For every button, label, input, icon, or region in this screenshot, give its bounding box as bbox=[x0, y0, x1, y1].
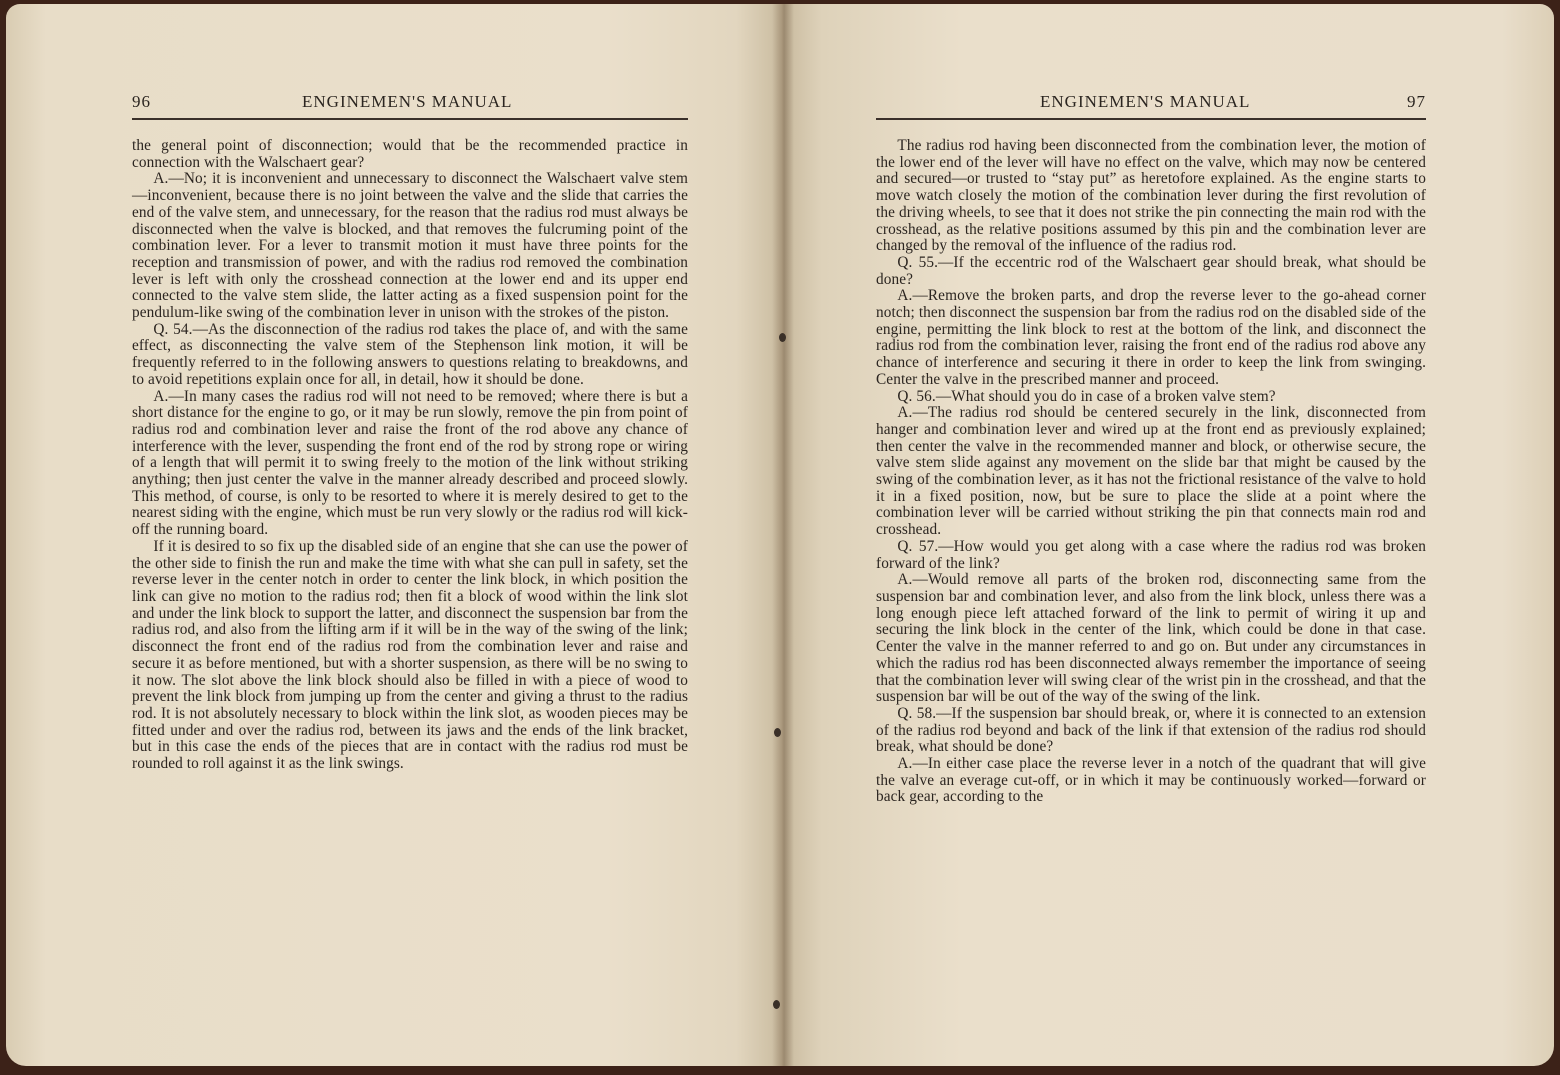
left-page-header bbox=[132, 92, 688, 112]
right-paragraph: A.—In either case place the reverse lever in a notch of the quadrant that will give the valve an everage cut-off, or in which it may be continuously worked—forward or back gear, according to the bbox=[876, 755, 1426, 806]
right-header-rule bbox=[876, 118, 1426, 120]
left-paragraph: If it is desired to so fix up the disabled side of an engine that she can use the power of the other side to finish the run and make the time with what she can pull in safety, set the reverse lever in the center notch in order to center the link block, in which position the link can give no motion to the radius rod; then fit a block of wood within the link slot and under the link block to support the latter, and disconnect the suspension bar from the radius rod, and also from the lifting arm if it will be in the way of the swing of the link; disconnect the front end of the radius rod from the combination lever and raise and secure it as before mentioned, but with a shorter suspension, as there will be no swing to it now. The slot above the link block should also be filled in with a piece of wood to prevent the link block from jumping up from the center and giving a thrust to the radius rod. It is not absolutely necessary to block within the link slot, as wooden pieces may be fitted under and over the radius rod, between its jaws and the ends of the link bracket, but in this case the ends of the pieces that are in contact with the radius rod must be rounded to roll against it as the link swings. bbox=[132, 537, 688, 773]
binding-thread-mark bbox=[779, 333, 786, 342]
left-header-rule bbox=[132, 118, 688, 120]
binding-thread-mark bbox=[774, 728, 781, 737]
right-paragraph: A.—Would remove all parts of the broken rod, disconnecting same from the suspension bar and combination lever, and also from the link block, unless there was a long enough piece left attached forward of the link to permit of wiring it up and securing the link block in the center of the link, which could be done in that case. Center the valve in the manner referred to and go on. But under any circumstances in which the radius rod has been disconnected always remember the importance of seeing that the combination lever will swing clear of the wrist pin in the crosshead, and that the suspension bar will be out of the way of the swing of the link. bbox=[876, 571, 1426, 706]
right-running-head: ENGINEMEN'S MANUAL bbox=[1040, 92, 1251, 111]
right-paragraph: Q. 56.—What should you do in case of a broken valve stem? bbox=[897, 387, 1276, 405]
right-paragraph: The radius rod having been disconnected from the combination lever, the motion of the lower end of the lever will have no effect on the valve, which may now be centered and secured—or trusted to “stay put” as heretofore explained. As the engine starts to move watch closely the motion of the combination lever during the first revolution of the driving wheels, to see that it does not strike the pin connecting the main rod with the crosshead, as the relative positions assumed by this pin and the combination lever are changed by the removal of the influence of the radius rod. bbox=[876, 137, 1426, 255]
right-paragraph: A.—The radius rod should be centered securely in the link, disconnected from hanger and combination lever and wired up at the front end as previously explained; then center the valve in the recommended manner and block, or otherwise secure, the valve stem slide against any movement on the slide bar that might be caused by the swing of the combination lever, as it has not the frictional resistance of the valve to hold it in a fixed position, now, but be sure to place the slide at a point where the combination lever will be carried without striking the pin that connects main rod and crosshead. bbox=[876, 404, 1426, 539]
left-page-number: 96 bbox=[132, 92, 151, 111]
right-paragraph: Q. 55.—If the eccentric rod of the Walschaert gear should break, what should be done? bbox=[876, 253, 1426, 288]
left-paragraph: A.—In many cases the radius rod will not need to be removed; where there is but a short distance for the engine to go, or it may be run slowly, remove the pin from point of radius rod and combination lever and raise the front of the rod above any chance of interference with the lever, suspending the front end of the rod by strong rope or wiring of a length that will permit it to swing freely to the motion of the link without striking anything; then just center the valve in the manner already described and proceed slowly. This method, of course, is only to be resorted to where it is merely desired to get to the nearest siding with the engine, which must be run very slowly or the radius rod will kick-off the running board. bbox=[132, 387, 688, 539]
right-page-number: 97 bbox=[1407, 92, 1426, 111]
left-page-body bbox=[132, 138, 688, 773]
right-paragraph: Q. 57.—How would you get along with a case where the radius rod was broken forward of the link? bbox=[876, 537, 1426, 572]
right-paragraph: A.—Remove the broken parts, and drop the reverse lever to the go-ahead corner notch; then disconnect the suspension bar from the radius rod on the disabled side of the engine, permitting the link block to rest at the bottom of the link, and disconnect the radius rod from the combination lever, raising the front end of the radius rod above any chance of interference and securing it there in order to keep the link from swinging. Center the valve in the prescribed manner and proceed. bbox=[876, 287, 1426, 388]
right-page bbox=[782, 4, 1554, 1066]
left-paragraph: A.—No; it is inconvenient and unnecessary to disconnect the Walschaert valve stem—inconvenient, because there is no joint between the valve and the slide that carries the end of the valve stem, and unnecessary, for the reason that the radius rod must always be disconnected when the valve is blocked, and that removes the fulcruming point of the combination lever. For a lever to transmit motion it must have three points for the reception and transmission of power, and with the radius rod removed the combination lever is left with only the crosshead connection at the lower end and its upper end connected to the valve stem slide, the latter acting as a fixed suspension point for the pendulum-like swing of the combination lever in unison with the strokes of the piston. bbox=[132, 170, 688, 322]
left-running-head: ENGINEMEN'S MANUAL bbox=[302, 92, 513, 111]
binding-thread-mark bbox=[773, 1000, 780, 1009]
left-paragraph: the general point of disconnection; would that be the recommended practice in connection with the Walschaert gear? bbox=[132, 137, 688, 171]
left-paragraph: Q. 54.—As the disconnection of the radius rod takes the place of, and with the same effect, as disconnecting the valve stem of the Stephenson link motion, it will be frequently referred to in the following answers to questions relating to breakdowns, and to avoid repetitions explain once for all, in detail, how it should be done. bbox=[132, 320, 688, 388]
right-page-header bbox=[876, 92, 1426, 112]
right-paragraph: Q. 58.—If the suspension bar should break, or, where it is connected to an extension of the radius rod beyond and back of the link if that extension of the radius rod should break, what should be done? bbox=[876, 704, 1426, 756]
right-page-body bbox=[876, 138, 1426, 806]
left-page bbox=[6, 4, 782, 1066]
